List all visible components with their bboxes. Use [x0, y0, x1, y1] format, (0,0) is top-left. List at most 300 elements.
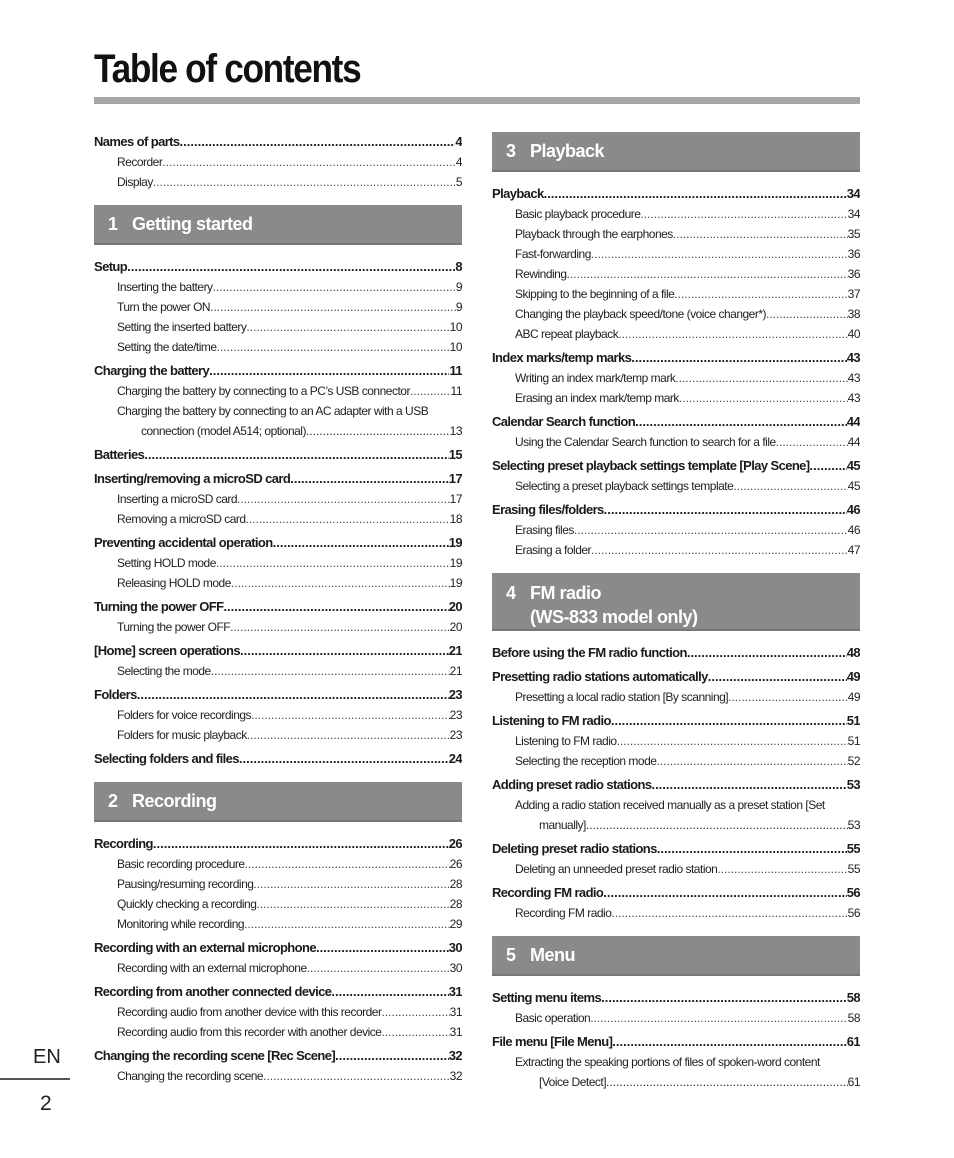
entry-title: Changing the recording scene	[117, 1069, 264, 1083]
entry-title: Charging the battery	[94, 363, 210, 378]
leader-dots	[137, 685, 449, 705]
leader-dots	[766, 304, 848, 324]
toc-sub-entry[interactable]	[492, 1052, 860, 1092]
toc-main-entry[interactable]	[492, 883, 860, 903]
leader-dots	[211, 661, 450, 681]
entry-page-number: 24	[448, 751, 462, 766]
leader-dots	[244, 914, 450, 934]
toc-main-entry[interactable]	[492, 667, 860, 687]
entry-page-number: 9	[455, 300, 462, 314]
toc-sub-entry[interactable]	[492, 388, 860, 408]
entry-title: Deleting preset radio stations	[492, 841, 657, 856]
entry-page-number: 28	[449, 877, 462, 891]
toc-sub-entry[interactable]	[94, 1002, 462, 1022]
entry-title: Monitoring while recording	[117, 917, 245, 931]
entry-title: Inserting the battery	[117, 280, 213, 294]
entry-title: Index marks/temp marks	[492, 350, 632, 365]
toc-sub-entry[interactable]	[94, 573, 462, 593]
entry-page-number: 11	[449, 363, 462, 378]
leader-dots	[679, 388, 848, 408]
entry-page-number: 15	[448, 447, 462, 462]
entry-title: Basic operation	[515, 1011, 591, 1025]
entry-title: Names of parts	[94, 134, 180, 149]
toc-main-entry[interactable]	[492, 988, 860, 1008]
entry-page-number: 43	[847, 391, 860, 405]
toc-main-entry[interactable]	[492, 839, 860, 859]
entry-title: Pausing/resuming recording	[117, 877, 254, 891]
toc-sub-entry[interactable]	[492, 520, 860, 540]
entry-page-number: 32	[449, 1069, 462, 1083]
leader-dots	[617, 731, 848, 751]
entry-title: connection (model A514; optional)	[141, 424, 306, 438]
entry-title: File menu [File Menu]	[492, 1034, 613, 1049]
entry-page-number: 17	[449, 492, 462, 506]
leader-dots	[162, 152, 455, 172]
leader-dots	[631, 348, 846, 368]
entry-title: Setting menu items	[492, 990, 602, 1005]
entry-title: Playback	[492, 186, 544, 201]
toc-sub-entry[interactable]	[492, 731, 860, 751]
entry-title: ABC repeat playback	[515, 327, 619, 341]
entry-page-number: 45	[846, 458, 860, 473]
entry-title: Recording audio from this recorder with another device	[117, 1025, 382, 1039]
leader-dots	[733, 476, 847, 496]
leader-dots	[618, 324, 847, 344]
leader-dots	[611, 903, 847, 923]
entry-page-number: 23	[449, 728, 462, 742]
entry-title: Adding preset radio stations	[492, 777, 652, 792]
entry-title: Recording	[94, 836, 153, 851]
entry-page-number: 10	[449, 320, 462, 334]
leader-dots	[611, 711, 847, 731]
entry-title: Removing a microSD card	[117, 512, 246, 526]
section-header	[94, 782, 462, 822]
entry-title: Writing an index mark/temp mark	[515, 371, 676, 385]
entry-page-number: 9	[455, 280, 462, 294]
entry-page-number: 58	[846, 990, 860, 1005]
entry-title: manually]	[539, 818, 586, 832]
leader-dots	[591, 540, 848, 560]
leader-dots	[316, 938, 449, 958]
section-header	[492, 573, 860, 631]
toc-main-entry[interactable]	[94, 685, 462, 705]
entry-title: Skipping to the beginning of a file	[515, 287, 675, 301]
leader-dots	[410, 381, 451, 401]
toc-sub-entry[interactable]	[94, 874, 462, 894]
leader-dots	[253, 874, 449, 894]
entry-continuation	[515, 1072, 860, 1092]
toc-sub-entry[interactable]	[94, 854, 462, 874]
entry-page-number: 26	[449, 857, 462, 871]
entry-page-number: 61	[847, 1075, 860, 1089]
entry-page-number: 30	[449, 961, 462, 975]
toc-main-entry[interactable]	[492, 643, 860, 663]
language-label: EN	[33, 1046, 61, 1068]
entry-title: Changing the recording scene [Rec Scene]	[94, 1048, 336, 1063]
entry-page-number: 51	[846, 713, 860, 728]
leader-dots	[640, 204, 847, 224]
entry-page-number: 5	[455, 175, 462, 189]
leader-dots	[687, 643, 847, 663]
leader-dots	[674, 284, 847, 304]
entry-page-number: 10	[449, 340, 462, 354]
entry-title: Quickly checking a recording	[117, 897, 257, 911]
entry-page-number: 55	[846, 841, 860, 856]
entry-title: Charging the battery by connecting to an AC adapter with a USB	[117, 404, 429, 418]
entry-page-number: 36	[847, 247, 860, 261]
leader-dots	[223, 597, 448, 617]
entry-page-number: 38	[847, 307, 860, 321]
entry-page-number: 46	[846, 502, 860, 517]
leader-dots	[180, 132, 456, 152]
section-title: Menu	[530, 944, 575, 965]
entry-page-number: 44	[846, 414, 860, 429]
entry-title: Inserting a microSD card	[117, 492, 238, 506]
entry-page-number: 13	[449, 424, 462, 438]
toc-main-entry[interactable]	[94, 597, 462, 617]
entry-page-number: 56	[846, 885, 860, 900]
entry-page-number: 23	[448, 687, 462, 702]
toc-sub-entry[interactable]	[94, 381, 462, 401]
leader-dots	[381, 1022, 449, 1042]
leader-dots	[209, 361, 449, 381]
entry-page-number: 30	[448, 940, 462, 955]
leader-dots	[230, 617, 450, 637]
entry-page-number: 52	[847, 754, 860, 768]
entry-page-number: 44	[847, 435, 860, 449]
entry-page-number: 55	[847, 862, 860, 876]
toc-main-entry[interactable]	[94, 641, 462, 661]
toc-sub-entry[interactable]	[94, 297, 462, 317]
entry-page-number: 19	[449, 576, 462, 590]
toc-sub-entry[interactable]	[492, 903, 860, 923]
entry-title: Charging the battery by connecting to a PC’s USB connector	[117, 384, 410, 398]
entry-page-number: 31	[449, 1005, 462, 1019]
leader-dots	[586, 815, 848, 835]
toc-sub-entry[interactable]	[94, 172, 462, 192]
toc-column-right	[492, 128, 860, 1092]
entry-page-number: 4	[455, 155, 462, 169]
leader-dots	[635, 412, 847, 432]
leader-dots	[256, 894, 449, 914]
entry-title: Inserting/removing a microSD card	[94, 471, 291, 486]
toc-sub-entry[interactable]	[492, 324, 860, 344]
leader-dots	[245, 854, 450, 874]
page-number: 2	[40, 1092, 52, 1115]
toc-column-left	[94, 128, 462, 1086]
toc-main-entry[interactable]	[94, 445, 462, 465]
toc-sub-entry[interactable]	[94, 489, 462, 509]
entry-title: Basic recording procedure	[117, 857, 245, 871]
entry-title: Presetting radio stations automatically	[492, 669, 708, 684]
entry-page-number: 28	[449, 897, 462, 911]
leader-dots	[217, 337, 450, 357]
leader-dots	[213, 277, 456, 297]
entry-page-number: 18	[449, 512, 462, 526]
entry-page-number: 11	[450, 384, 462, 398]
entry-page-number: 20	[448, 599, 462, 614]
leader-dots	[335, 1046, 449, 1066]
entry-page-number: 4	[455, 134, 462, 149]
leader-dots	[239, 749, 449, 769]
toc-main-entry[interactable]	[492, 711, 860, 731]
leader-dots	[216, 553, 450, 573]
entry-page-number: 35	[847, 227, 860, 241]
toc-main-entry[interactable]	[492, 348, 860, 368]
entry-title: Adding a radio station received manually as a preset station [Set	[515, 798, 825, 812]
toc-main-entry[interactable]	[492, 412, 860, 432]
toc-sub-entry[interactable]	[94, 705, 462, 725]
entry-continuation	[515, 815, 860, 835]
leader-dots	[651, 775, 846, 795]
toc-main-entry[interactable]	[94, 533, 462, 553]
leader-dots	[290, 469, 449, 489]
toc-sub-entry[interactable]	[94, 277, 462, 297]
leader-dots	[210, 297, 456, 317]
entry-page-number: 8	[455, 259, 462, 274]
entry-title: Basic playback procedure	[515, 207, 641, 221]
toc-sub-entry[interactable]	[492, 204, 860, 224]
leader-dots	[306, 421, 450, 441]
toc-main-entry[interactable]	[492, 456, 860, 476]
entry-title: Recording from another connected device	[94, 984, 332, 999]
toc-sub-entry[interactable]	[94, 914, 462, 934]
leader-dots	[240, 641, 449, 661]
toc-main-entry[interactable]	[492, 500, 860, 520]
toc-sub-entry[interactable]	[492, 795, 860, 835]
toc-main-entry[interactable]	[492, 184, 860, 204]
leader-dots	[237, 489, 450, 509]
title-rule	[94, 97, 860, 104]
entry-title: Setup	[94, 259, 128, 274]
entry-title: Selecting folders and files	[94, 751, 239, 766]
entry-page-number: 21	[449, 664, 462, 678]
leader-dots	[601, 988, 847, 1008]
toc-sub-entry[interactable]	[492, 540, 860, 560]
toc-main-entry[interactable]	[94, 938, 462, 958]
toc-main-entry[interactable]	[94, 361, 462, 381]
entry-title: Folders	[94, 687, 137, 702]
toc-sub-entry[interactable]	[492, 224, 860, 244]
leader-dots	[273, 533, 449, 553]
leader-dots	[612, 1032, 846, 1052]
toc-sub-entry[interactable]	[492, 751, 860, 771]
toc-main-entry[interactable]	[94, 749, 462, 769]
entry-page-number: 21	[448, 643, 462, 658]
toc-sub-entry[interactable]	[94, 337, 462, 357]
entry-title: Recording FM radio	[515, 906, 612, 920]
entry-page-number: 56	[847, 906, 860, 920]
toc-sub-entry[interactable]	[94, 317, 462, 337]
entry-page-number: 26	[448, 836, 462, 851]
entry-title: Using the Calendar Search function to search for a file	[515, 435, 776, 449]
entry-title: Extracting the speaking portions of files of spoken-word content	[515, 1055, 820, 1069]
entry-title: Playback through the earphones	[515, 227, 673, 241]
entry-title: [Home] screen operations	[94, 643, 240, 658]
leader-dots	[246, 317, 449, 337]
entry-title: Setting the inserted battery	[117, 320, 247, 334]
entry-page-number: 53	[847, 818, 860, 832]
entry-title: Selecting preset playback settings template [Play Scene]	[492, 458, 810, 473]
section-number: 5	[506, 944, 516, 965]
entry-page-number: 37	[847, 287, 860, 301]
entry-page-number: 19	[448, 535, 462, 550]
toc-sub-entry[interactable]	[492, 244, 860, 264]
toc-sub-entry[interactable]	[94, 617, 462, 637]
entry-title: Fast-forwarding	[515, 247, 591, 261]
entry-page-number: 34	[847, 207, 860, 221]
toc-sub-entry[interactable]	[94, 509, 462, 529]
toc-sub-entry[interactable]	[94, 152, 462, 172]
entry-title: Recording with an external microphone	[117, 961, 307, 975]
entry-page-number: 43	[847, 371, 860, 385]
section-title-line	[506, 581, 846, 605]
entry-page-number: 17	[448, 471, 462, 486]
toc-main-entry[interactable]	[94, 982, 462, 1002]
toc-sub-entry[interactable]	[492, 687, 860, 707]
leader-dots	[810, 456, 847, 476]
entry-title: Turning the power OFF	[94, 599, 224, 614]
entry-title: Calendar Search function	[492, 414, 636, 429]
entry-page-number: 31	[448, 984, 462, 999]
entry-title: Turning the power OFF	[117, 620, 231, 634]
toc-sub-entry[interactable]	[492, 432, 860, 452]
leader-dots	[307, 958, 450, 978]
toc-main-entry[interactable]	[94, 469, 462, 489]
entry-title: [Voice Detect]	[539, 1075, 607, 1089]
leader-dots	[251, 705, 450, 725]
toc-sub-entry[interactable]	[492, 1008, 860, 1028]
entry-title: Erasing a folder	[515, 543, 592, 557]
leader-dots	[247, 725, 450, 745]
toc-sub-entry[interactable]	[94, 725, 462, 745]
section-title: Recording	[132, 790, 217, 811]
entry-page-number: 45	[847, 479, 860, 493]
entry-title: Setting the date/time	[117, 340, 217, 354]
entry-continuation	[117, 421, 462, 441]
leader-dots	[604, 500, 847, 520]
leader-dots	[381, 1002, 449, 1022]
entry-page-number: 43	[846, 350, 860, 365]
toc-sub-entry[interactable]	[94, 553, 462, 573]
entry-title: Folders for music playback	[117, 728, 247, 742]
leader-dots	[544, 184, 847, 204]
entry-page-number: 49	[846, 669, 860, 684]
toc-main-entry[interactable]	[94, 257, 462, 277]
entry-title: Batteries	[94, 447, 145, 462]
toc-sub-entry[interactable]	[492, 284, 860, 304]
section-header	[492, 936, 860, 976]
toc-main-entry[interactable]	[94, 132, 462, 152]
page-title: Table of contents	[94, 47, 361, 91]
entry-title: Recording FM radio	[492, 885, 604, 900]
section-number: 2	[108, 790, 118, 811]
entry-page-number: 20	[449, 620, 462, 634]
toc-sub-entry[interactable]	[492, 304, 860, 324]
leader-dots	[657, 839, 847, 859]
section-number: 4	[506, 583, 516, 603]
leader-dots	[567, 264, 848, 284]
entry-page-number: 31	[449, 1025, 462, 1039]
leader-dots	[708, 667, 847, 687]
toc-main-entry[interactable]	[492, 775, 860, 795]
toc-sub-entry[interactable]	[492, 264, 860, 284]
toc-sub-entry[interactable]	[94, 661, 462, 681]
entry-page-number: 53	[846, 777, 860, 792]
entry-title: Preventing accidental operation	[94, 535, 273, 550]
section-title: Playback	[530, 140, 605, 161]
section-header	[492, 132, 860, 172]
leader-dots	[606, 1072, 848, 1092]
leader-dots	[675, 368, 847, 388]
leader-dots	[153, 834, 449, 854]
entry-title: Presetting a local radio station [By scanning]	[515, 690, 729, 704]
entry-page-number: 46	[847, 523, 860, 537]
leader-dots	[144, 445, 448, 465]
leader-dots	[331, 982, 448, 1002]
toc-sub-entry[interactable]	[94, 958, 462, 978]
entry-page-number: 34	[846, 186, 860, 201]
section-subtitle: (WS-833 model only)	[530, 607, 698, 627]
toc-sub-entry[interactable]	[94, 894, 462, 914]
entry-title: Erasing an index mark/temp mark	[515, 391, 679, 405]
leader-dots	[231, 573, 450, 593]
entry-page-number: 19	[449, 556, 462, 570]
entry-title: Selecting the reception mode	[515, 754, 657, 768]
toc-sub-entry[interactable]	[492, 476, 860, 496]
entry-title: Selecting the mode	[117, 664, 211, 678]
toc-main-entry[interactable]	[492, 1032, 860, 1052]
entry-title: Folders for voice recordings	[117, 708, 252, 722]
section-number: 3	[506, 140, 516, 161]
entry-page-number: 47	[847, 543, 860, 557]
toc-main-entry[interactable]	[94, 1046, 462, 1066]
entry-page-number: 58	[847, 1011, 860, 1025]
entry-title: Deleting an unneeded preset radio station	[515, 862, 718, 876]
leader-dots	[574, 520, 848, 540]
entry-title: Listening to FM radio	[492, 713, 611, 728]
entry-page-number: 23	[449, 708, 462, 722]
entry-title: Turn the power ON	[117, 300, 211, 314]
entry-title: Display	[117, 175, 153, 189]
leader-dots	[153, 172, 456, 192]
leader-dots	[263, 1066, 450, 1086]
leader-dots	[673, 224, 848, 244]
entry-title: Erasing files	[515, 523, 574, 537]
entry-title: Recording with an external microphone	[94, 940, 316, 955]
toc-sub-entry[interactable]	[94, 1022, 462, 1042]
entry-title: Changing the playback speed/tone (voice changer*)	[515, 307, 767, 321]
section-title: FM radio	[530, 583, 601, 603]
entry-page-number: 48	[846, 645, 860, 660]
entry-title: Selecting a preset playback settings template	[515, 479, 734, 493]
leader-dots	[728, 687, 848, 707]
toc-main-entry[interactable]	[94, 834, 462, 854]
entry-title: Releasing HOLD mode	[117, 576, 231, 590]
toc-sub-entry[interactable]	[492, 368, 860, 388]
toc-sub-entry[interactable]	[94, 401, 462, 441]
entry-page-number: 40	[847, 327, 860, 341]
section-number: 1	[108, 213, 118, 234]
leader-dots	[656, 751, 847, 771]
toc-sub-entry[interactable]	[94, 1066, 462, 1086]
entry-title: Listening to FM radio	[515, 734, 617, 748]
toc-sub-entry[interactable]	[492, 859, 860, 879]
leader-dots	[127, 257, 455, 277]
entry-page-number: 29	[449, 917, 462, 931]
entry-page-number: 32	[448, 1048, 462, 1063]
footer-rule	[0, 1078, 70, 1080]
